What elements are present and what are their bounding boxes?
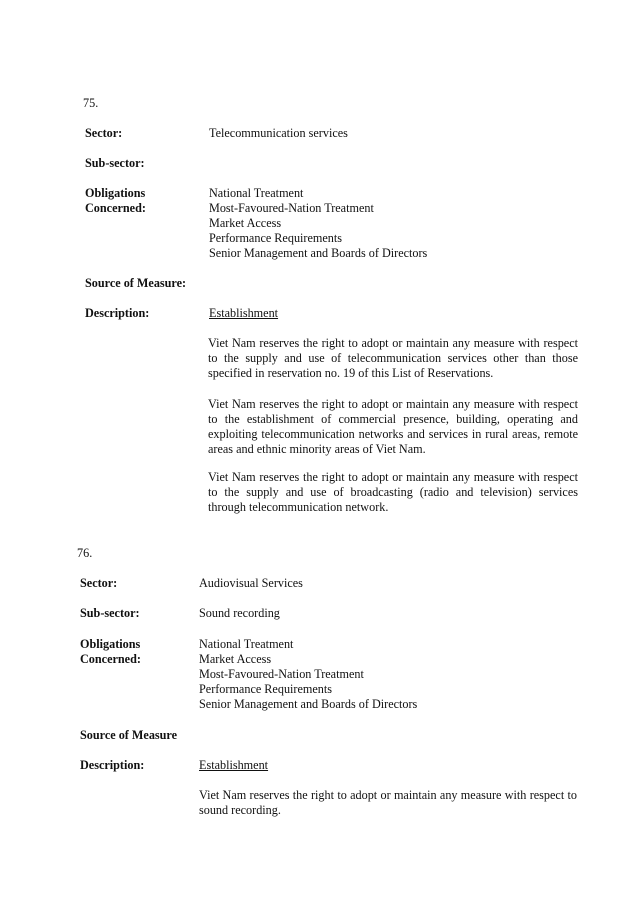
obligations-list <box>209 186 427 261</box>
obligation-item: Senior Management and Boards of Directors <box>209 246 428 260</box>
entry-number: 76. <box>77 546 93 560</box>
obligation-item: Market Access <box>209 216 282 230</box>
obligation-item: Senior Management and Boards of Directors <box>199 697 418 711</box>
sub-sector-value: Sound recording <box>199 606 280 620</box>
entry-number: 75. <box>83 96 99 110</box>
sector-value: Telecommunication services <box>209 126 348 140</box>
sector-value: Audiovisual Services <box>199 576 303 590</box>
description-paragraph: Viet Nam reserves the right to adopt or maintain any measure with respect to the supply and use of telecommunication services other than those specified in reservation no. 19 of this List of Reservations. <box>208 336 578 380</box>
sector-label: Sector: <box>85 126 123 140</box>
obligations-label-line: Concerned: <box>80 652 141 666</box>
obligation-item: Most-Favoured-Nation Treatment <box>199 667 364 681</box>
obligations-label-line: Obligations <box>80 637 141 651</box>
obligation-item: Performance Requirements <box>209 231 342 245</box>
source-label: Source of Measure <box>80 728 178 742</box>
obligation-item: Performance Requirements <box>199 682 332 696</box>
sub-sector-label: Sub-sector: <box>85 156 145 170</box>
description-paragraph: Viet Nam reserves the right to adopt or maintain any measure with respect to the establishment of commercial presence, building, operating and exploiting telecommunication networks and services in rural areas, remote areas and ethnic minority areas of Viet Nam. <box>208 397 578 456</box>
description-paragraph: Viet Nam reserves the right to adopt or maintain any measure with respect to sound recording. <box>199 788 577 817</box>
obligation-item: Market Access <box>199 652 272 666</box>
obligations-list <box>199 637 417 712</box>
description-heading: Establishment <box>209 306 279 320</box>
description-label: Description: <box>85 306 150 320</box>
description-label: Description: <box>80 758 145 772</box>
obligations-label <box>85 186 146 216</box>
description-heading: Establishment <box>199 758 269 772</box>
sector-label: Sector: <box>80 576 118 590</box>
sub-sector-label: Sub-sector: <box>80 606 140 620</box>
obligations-label-line: Concerned: <box>85 201 146 215</box>
source-label: Source of Measure: <box>85 276 187 290</box>
obligations-label <box>80 637 141 667</box>
obligations-label-line: Obligations <box>85 186 146 200</box>
obligation-item: Most-Favoured-Nation Treatment <box>209 201 374 215</box>
obligation-item: National Treatment <box>209 186 304 200</box>
obligation-item: National Treatment <box>199 637 294 651</box>
description-paragraph: Viet Nam reserves the right to adopt or maintain any measure with respect to the supply and use of broadcasting (radio and television) services through telecommunication network. <box>208 470 578 514</box>
